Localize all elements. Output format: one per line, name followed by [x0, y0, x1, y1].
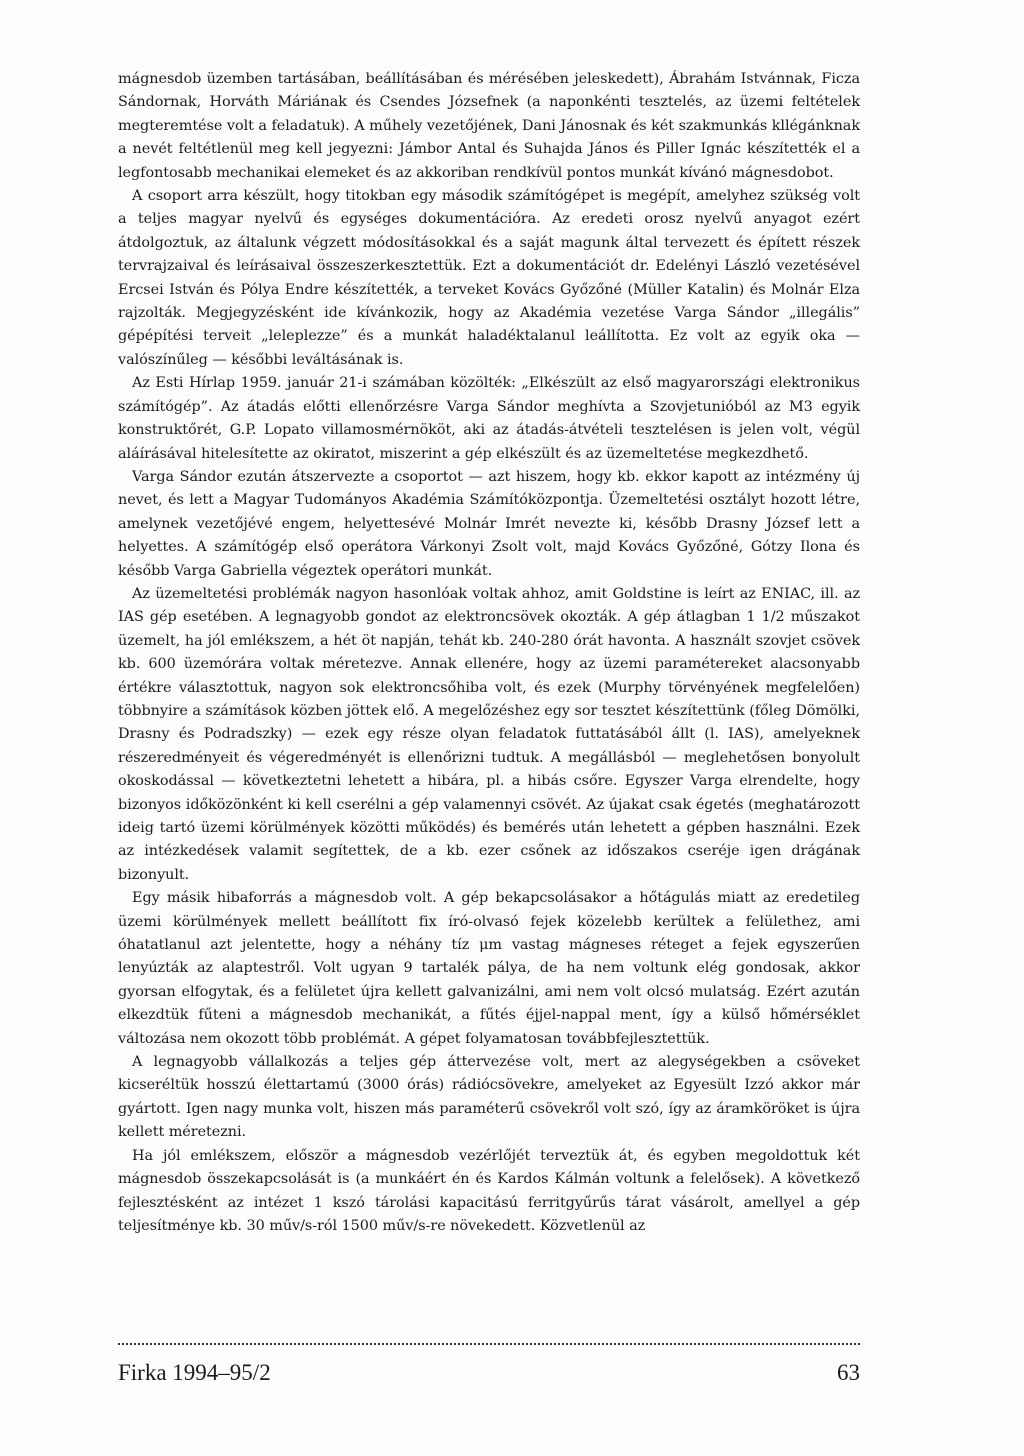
- paragraph: mágnesdob üzemben tartásában, beállításában és mérésében jeleskedett), Ábrahám Istvánnak, Ficza Sándornak, Horváth Máriának és Csendes Józsefnek (a naponkénti tesztelés, az üzemi feltételek megteremtése volt a feladatuk). A műhely vezetőjének, Dani Jánosnak és két szakmunkás kllégánknak a nevét feltétlenül meg kell jegyezni: Jámbor Antal és Suhajda János és Piller Ignác készítették el a legfontosabb mechanikai elemeket és az akkoriban rendkívül pontos munkát kívánó mágnesdobot.: [118, 71, 860, 181]
- paragraph: Egy másik hibaforrás a mágnesdob volt. A gép bekapcsolásakor a hőtágulás miatt az eredetileg üzemi körülmények mellett beállított fix író-olvasó fejek közelebb kerültek a felülethez, ami óhatatlanul azt jelentette, hogy a néhány tíz μm vastag mágneses réteget a fejek egyszerűen lenyúzták az alaptestről. Volt ugyan 9 tartalék pálya, de ha nem voltunk elég gondosak, akkor gyorsan elfogytak, és a felületet újra kellett galvanizálni, ami nem volt olcsó mulatság. Ezért azután elkezdtük fűteni a mágnesdob mechanikát, a fűtés éjjel-nappal ment, így a külső hőmérséklet változása nem okozott több problémát. A gépet folyamatosan továbbfejlesztettük.: [118, 890, 860, 1047]
- footer-rule: [118, 1343, 860, 1345]
- page-number: 63: [837, 1360, 860, 1385]
- body-text: [118, 68, 860, 1238]
- paragraph: A csoport arra készült, hogy titokban egy második számítógépet is megépít, amelyhez szükség volt a teljes magyar nyelvű és egységes dokumentációra. Az eredeti orosz nyelvű anyagot ezért átdolgoztuk, az általunk végzett módosításokkal és a saját magunk által tervezett és épített részek tervrajzaival és leírásaival összeszerkesztettük. Ezt a dokumentációt dr. Edelényi László vezetésével Ercsei István és Pólya Endre készítették, a terveket Kovács Győzőné (Müller Katalin) és Molnár Elza rajzolták. Megjegyzésként ide kívánkozik, hogy az Akadémia vezetése Varga Sándor „illegális” gépépítési terveit „leleplezze” és a munkát haladéktalanul leállította. Ez volt az egyik oka — valószínűleg — későbbi leváltásának is.: [118, 188, 860, 368]
- paragraph: A legnagyobb vállalkozás a teljes gép áttervezése volt, mert az alegységekben a csöveket kicseréltük hosszú élettartamú (3000 órás) rádiócsövekre, amelyeket az Egyesült Izzó akkor már gyártott. Igen nagy munka volt, hiszen más paraméterű csövekről volt szó, így az áramköröket is újra kellett méretezni.: [118, 1054, 860, 1141]
- paragraph: Az üzemeltetési problémák nagyon hasonlóak voltak ahhoz, amit Goldstine is leírt az ENIAC, ill. az IAS gép esetében. A legnagyobb gondot az elektroncsövek okozták. A gép átlagban 1 1/2 műszakot üzemelt, ha jól emlékszem, a hét öt napján, tehát kb. 240-280 órát havonta. A használt szovjet csövek kb. 600 üzemórára voltak méretezve. Annak ellenére, hogy az üzemi paramétereket alacsonyabb értékre választottuk, nagyon sok elektroncsőhiba volt, és ezek (Murphy törvényének megfelelően) többnyire a számítások közben jöttek elő. A megelőzéshez egy sor tesztet készítettünk (főleg Dömölki, Drasny és Podradszky) — ezek egy része olyan feladatok futtatásából állt (l. IAS), amelyeknek részeredményeit és végeredményét is ellenőrizni tudtuk. A megállásból — meglehetősen bonyolult okoskodással — következtetni lehetett a hibára, pl. a hibás csőre. Egyszer Varga elrendelte, hogy bizonyos időközönként ki kell cserélni a gép valamennyi csövét. Az újakat csak égetés (meghatározott ideig tartó üzemi körülmények közötti működés) és bemérés után lehetett a gépben használni. Ezek az intézkedések valamit segítettek, de a kb. ezer csőnek az időszakos cseréje igen drágának bizonyult.: [118, 585, 860, 883]
- paragraph: Ha jól emlékszem, először a mágnesdob vezérlőjét terveztük át, és egyben megoldottuk két mágnesdob összekapcsolását is (a munkáért én és Kardos Kálmán voltunk a felelősek). A következő fejlesztésként az intézet 1 kszó tárolási kapacitású ferritgyűrűs tárat vásárolt, amellyel a gép teljesítménye kb. 30 műv/s-ról 1500 műv/s-re növekedett. Közvetlenül az: [118, 1147, 860, 1234]
- paragraph: Az Esti Hírlap 1959. január 21-i számában közölték: „Elkészült az első magyarországi elektronikus számítógép”. Az átadás előtti ellenőrzésre Varga Sándor meghívta a Szovjetunióból az M3 egyik konstruktőrét, G.P. Lopato villamosmérnököt, aki az átadás-átvételi tesztelésen is jelen volt, végül aláírásával hitelesítette az okiratot, miszerint a gép elkészült és az üzemeltetése megkezdhető.: [118, 375, 860, 462]
- footer-publication: Firka 1994–95/2: [118, 1360, 271, 1385]
- paragraph: Varga Sándor ezután átszervezte a csoportot — azt hiszem, hogy kb. ekkor kapott az intézmény új nevet, és lett a Magyar Tudományos Akadémia Számítóközpontja. Üzemeltetési osztályt hozott létre, amelynek vezetőjévé engem, helyettesévé Molnár Imrét nevezte ki, később Drasny József lett a helyettes. A számítógép első operátora Várkonyi Zsolt volt, majd Kovács Győzőné, Gótzy Ilona és később Varga Gabriella végeztek operátori munkát.: [118, 468, 860, 579]
